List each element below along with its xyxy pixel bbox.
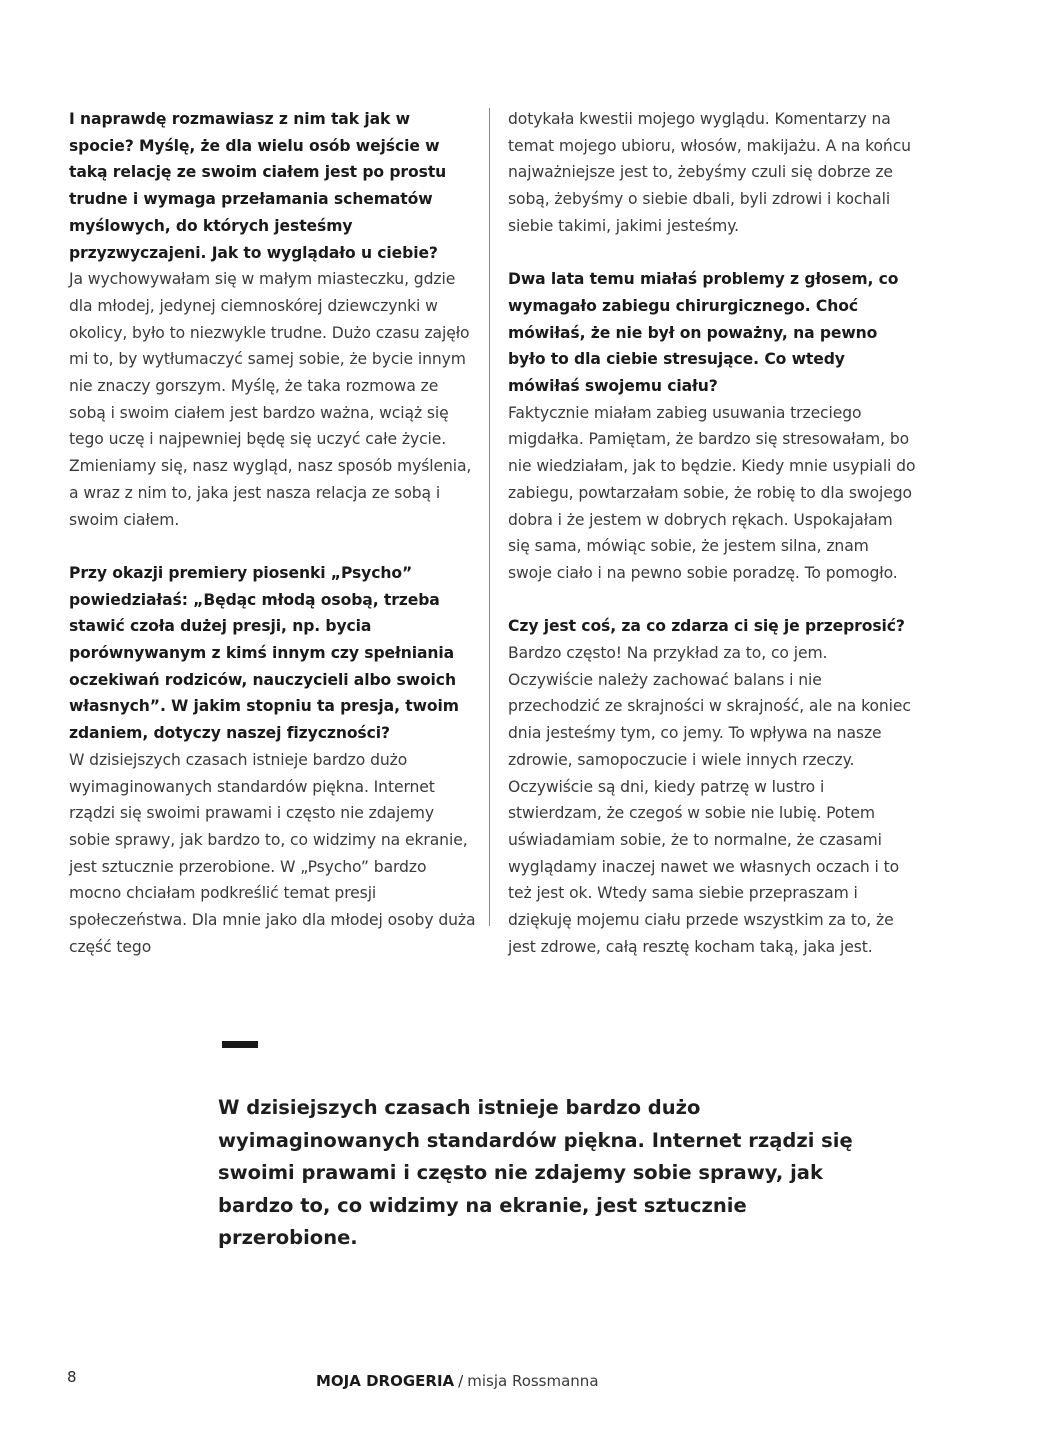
question-1: I naprawdę rozmawiasz z nim tak jak w spocie? Myślę, że dla wielu osób wejście w taką relację ze swoim ciałem jest po prostu trudne i wymaga przełamania schematów myślowych, do których jesteśmy przyzwyczajeni. Jak to wyglądało u ciebie? bbox=[69, 110, 447, 262]
answer-2-continued: dotykała kwestii mojego wyglądu. Komentarzy na temat mojego ubioru, włosów, makijażu. A na końcu najważniejsze jest to, żebyśmy czuli się dobrze ze sobą, żebyśmy o siebie dbali, byli zdrowi i kochali siebie takimi, jakimi jesteśmy. bbox=[508, 110, 911, 235]
pull-quote: W dzisiejszych czasach istnieje bardzo dużo wyimaginowanych standardów piękna. Internet rządzi się swoimi prawami i często nie zdajemy sobie sprawy, jak bardzo to, co widzimy na ekranie, jest sztucznie przerobione. bbox=[218, 1096, 853, 1250]
question-3: Dwa lata temu miałaś problemy z głosem, co wymagało zabiegu chirurgicznego. Choć mówiłaś, że nie był on poważny, na pewno było to dla ciebie stresujące. Co wtedy mówiłaś swojemu ciału? bbox=[508, 270, 899, 396]
answer-3: Faktycznie miałam zabieg usuwania trzeciego migdałka. Pamiętam, że bardzo się stresowałam, bo nie wiedziałam, jak to będzie. Kiedy mnie usypiali do zabiegu, powtarzałam sobie, że robię to dla swojego dobra i że jestem w dobrych rękach. Uspokajałam się sama, mówiąc sobie, że jestem silna, znam swoje ciało i na pewno sobie poradzę. To pomogło. bbox=[508, 403, 916, 582]
answer-2: W dzisiejszych czasach istnieje bardzo dużo wyimaginowanych standardów piękna. Internet rządzi się swoimi prawami i często nie zdajemy sobie sprawy, jak bardzo to, co widzimy na ekranie, jest sztucznie przerobione. W „Psycho” bardzo mocno chciałam podkreślić temat presji społeczeństwa. Dla mnie jako dla młodej osoby duża część tego bbox=[69, 750, 476, 956]
column-divider bbox=[489, 108, 490, 926]
question-2: Przy okazji premiery piosenki „Psycho” powiedziałaś: „Będąc młodą osobą, trzeba stawić czoła dużej presji, np. bycia porównywanym z kimś innym czy spełniania oczekiwań rodziców, nauczycieli albo swoich własnych”. W jakim stopniu ta presja, twoim zdaniem, dotyczy naszej fizyczności? bbox=[69, 563, 459, 743]
right-column bbox=[508, 106, 916, 960]
left-column bbox=[69, 106, 477, 960]
answer-4: Bardzo często! Na przykład za to, co jem. Oczywiście należy zachować balans i nie przechodzić ze skrajności w skrajność, ale na koniec dnia jesteśmy tym, co jemy. To wpływa na nasze zdrowie, samopoczucie i wiele innych rzeczy. Oczywiście są dni, kiedy patrzę w lustro i stwierdzam, że czegoś w sobie nie lubię. Potem uświadamiam sobie, że to normalne, że czasami wyglądamy inaczej nawet we własnych oczach i to też jest ok. Wtedy sama siebie przepraszam i dziękuję mojemu ciału przede wszystkim za to, że jest zdrowe, całą resztę kocham taką, jaka jest. bbox=[508, 644, 911, 956]
answer-1: Ja wychowywałam się w małym miasteczku, gdzie dla młodej, jedynej ciemnoskórej dziewczynki w okolicy, było to niezwykle trudne. Dużo czasu zajęło mi to, by wytłumaczyć samej sobie, że bycie innym nie znaczy gorszym. Myślę, że taka rozmowa ze sobą i swoim ciałem jest bardzo ważna, wciąż się tego uczę i najpewniej będę się uczyć całe życie. Zmieniamy się, nasz wygląd, nasz sposób myślenia, a wraz z nim to, jaka jest nasza relacja ze sobą i swoim ciałem. bbox=[69, 270, 472, 529]
footer-publication bbox=[316, 1372, 599, 1390]
footer-brand: MOJA DROGERIA bbox=[316, 1372, 455, 1390]
page-number: 8 bbox=[67, 1368, 77, 1386]
question-4: Czy jest coś, za co zdarza ci się je przeprosić? bbox=[508, 617, 905, 636]
footer-slash: / bbox=[458, 1372, 464, 1390]
footer-subtitle: misja Rossmanna bbox=[467, 1372, 599, 1390]
pull-quote-dash bbox=[222, 1041, 258, 1048]
